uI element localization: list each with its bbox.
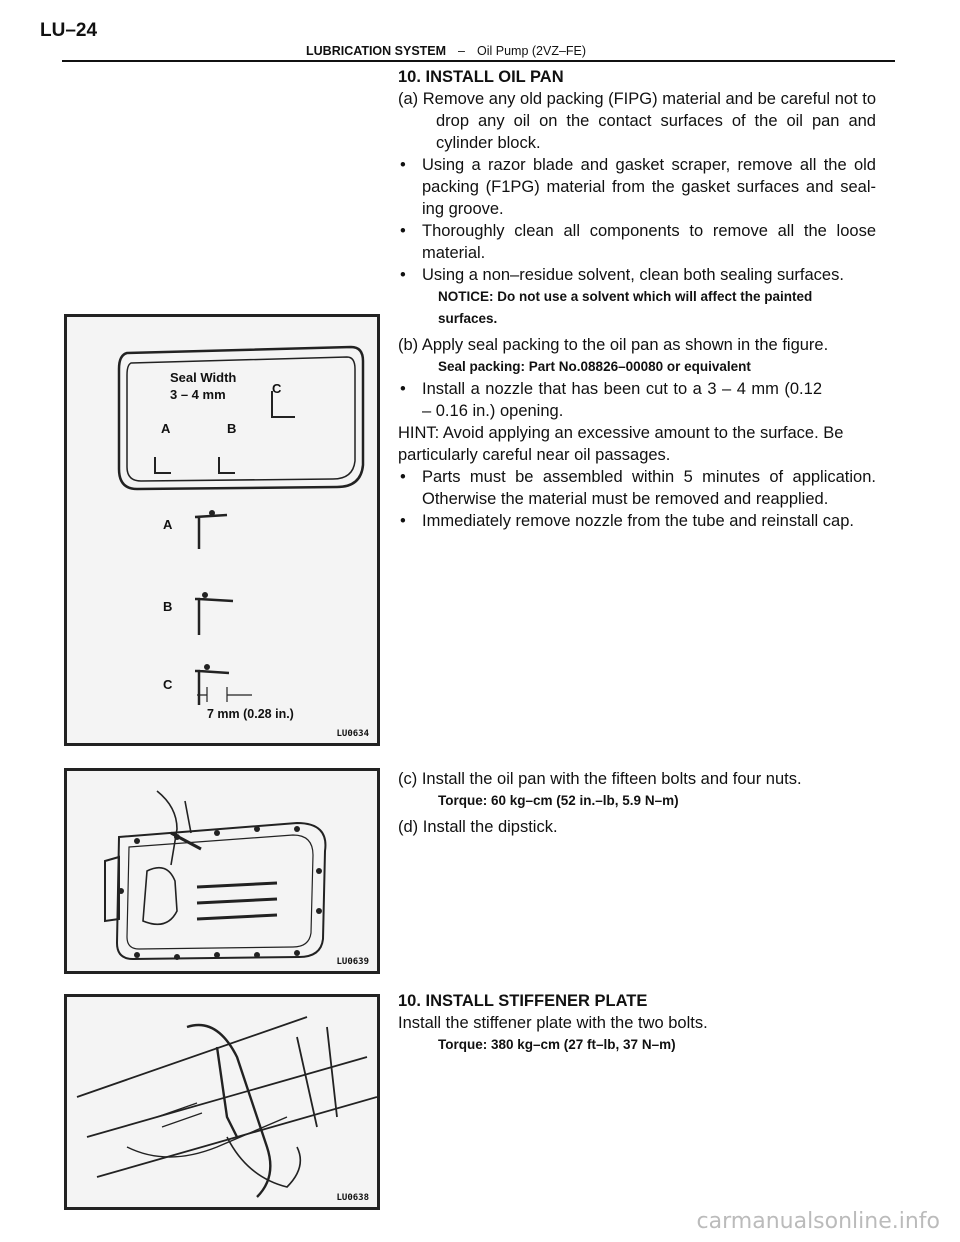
- stiffener-plate-figure: [64, 994, 380, 1210]
- notice-text: NOTICE: Do not use a solvent which will affect the painted surfaces.: [438, 289, 813, 326]
- dimension-label: 7 mm (0.28 in.): [207, 707, 294, 721]
- bullet-item: • Using a razor blade and gasket scraper, remove all the old packing (F1PG) material from the gasket surfaces and seal-ing groove.: [398, 154, 876, 220]
- step-heading: 10. INSTALL OIL PAN: [398, 68, 564, 86]
- seal-packing-figure: [64, 314, 380, 746]
- bullet-item: • Parts must be assembled within 5 minutes of application. Otherwise the material must be removed and reapplied.: [398, 466, 876, 510]
- figure-code: LU0638: [336, 1193, 369, 1203]
- running-header: [306, 44, 586, 58]
- section-label-c: C: [272, 381, 282, 396]
- section-title: LUBRICATION SYSTEM: [306, 44, 447, 58]
- seal-spec: Seal packing: Part No.08826–00080 or equivalent: [438, 359, 751, 374]
- install-stiffener-section: [398, 990, 876, 1056]
- step-heading: 10. INSTALL STIFFENER PLATE: [398, 992, 648, 1010]
- oil-pan-illustration: [67, 771, 380, 974]
- section-label-b-top: B: [227, 421, 237, 436]
- seal-width-label: Seal Width: [170, 370, 237, 385]
- header-rule: [62, 60, 895, 62]
- stiffener-plate-illustration: [67, 997, 380, 1210]
- profile-label-a: A: [163, 517, 173, 532]
- torque-spec: Torque: 60 kg–cm (52 in.–lb, 5.9 N–m): [438, 793, 679, 808]
- figure-code: LU0639: [336, 957, 369, 967]
- profile-label-c: C: [163, 677, 173, 692]
- profile-label-b: B: [163, 599, 173, 614]
- section-label-a-top: A: [161, 421, 171, 436]
- page-number: LU–24: [40, 20, 98, 41]
- stiffener-text: Install the stiffener plate with the two bolts.: [398, 1014, 708, 1032]
- bullet-item: • Thoroughly clean all components to remove all the loose material.: [398, 220, 876, 264]
- step-b-text: (b) Apply seal packing to the oil pan as shown in the figure.: [398, 336, 829, 354]
- install-oil-pan-bolts-section: [398, 768, 876, 838]
- header-separator: –: [458, 44, 465, 58]
- watermark: carmanualsonline.info: [696, 1209, 940, 1234]
- seal-width-value: 3 – 4 mm: [170, 387, 226, 402]
- figure-code: LU0634: [336, 729, 369, 739]
- step-c-text: (c) Install the oil pan with the fifteen bolts and four nuts.: [398, 770, 802, 788]
- bullet-item: • Install a nozzle that has been cut to a 3 – 4 mm (0.12 – 0.16 in.) opening.: [398, 378, 822, 422]
- subsection-title: Oil Pump (2VZ–FE): [477, 44, 587, 58]
- torque-spec: Torque: 380 kg–cm (27 ft–lb, 37 N–m): [438, 1037, 676, 1052]
- bullet-item: • Immediately remove nozzle from the tube and reinstall cap.: [398, 510, 876, 532]
- step-a-text: (a) Remove any old packing (FIPG) material and be careful not to drop any oil on the contact surfaces of the oil pan and cylinder block.: [398, 90, 876, 152]
- bullet-item: • Using a non–residue solvent, clean both sealing surfaces.: [398, 264, 876, 286]
- hint-text: HINT: Avoid applying an excessive amount to the surface. Be particularly careful near oil passages.: [398, 424, 844, 464]
- install-oil-pan-section: [398, 66, 876, 532]
- step-d-text: (d) Install the dipstick.: [398, 818, 558, 836]
- oil-pan-install-figure: [64, 768, 380, 974]
